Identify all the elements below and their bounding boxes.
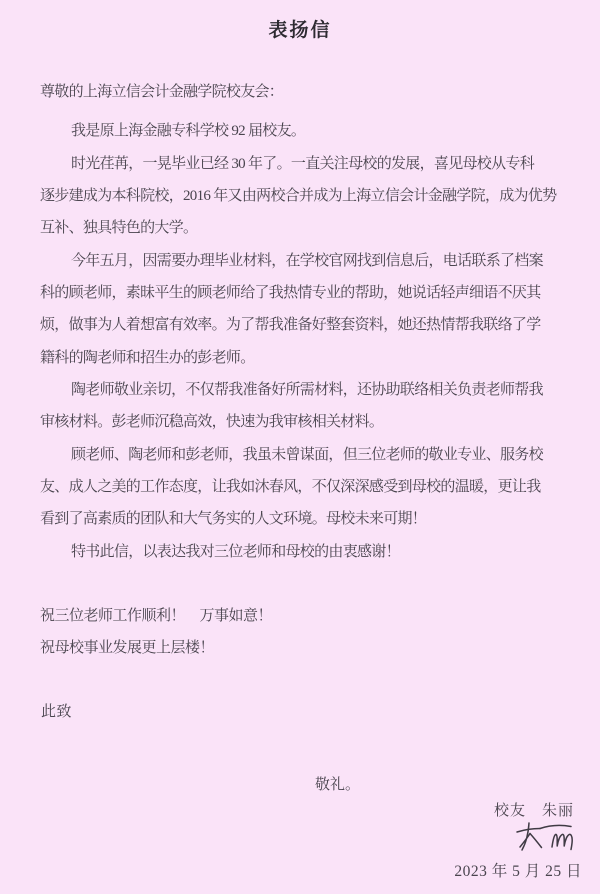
salutation-line: 尊敬的上海立信会计金融学院校友会： <box>40 84 284 100</box>
date-line: 2023 年 5 月 25 日 <box>454 863 582 880</box>
closing-cizhi: 此致 <box>41 704 73 720</box>
blessing-block <box>40 600 272 665</box>
blessing-line: 祝母校事业发展更上层楼！ <box>40 640 215 657</box>
letter-title: 表扬信 <box>268 20 332 41</box>
body-line: 籍科的陶老师和招生办的彭老师。 <box>40 349 255 366</box>
body-line: 互补、独具特色的大学。 <box>40 220 198 237</box>
blessing-line: 祝三位老师工作顺利！ 万事如意！ <box>40 608 273 624</box>
handwritten-signature <box>514 819 580 855</box>
body-line: 陶老师敬业亲切，不仅帮我准备好所需材料，还协助联络相关负责老师帮我 <box>71 382 543 399</box>
body-line: 逐步建成为本科院校，2016 年又由两校合并成为上海立信会计金融学院，成为优势 <box>40 188 557 205</box>
body-line: 科的顾老师，素昧平生的顾老师给了我热情专业的帮助，她说话轻声细语不厌其 <box>40 285 541 302</box>
closing-salute: 敬礼。 <box>315 777 361 793</box>
body-line: 烦，做事为人着想富有效率。为了帮我准备好整套资料，她还热情帮我联络了学 <box>40 317 541 334</box>
body-line: 友、成人之美的工作态度，让我如沐春风，不仅深深感受到母校的温暖，更让我 <box>40 479 541 496</box>
body-line: 看到了高素质的团队和大气务实的人文环境。母校未来可期！ <box>40 511 427 528</box>
body-line: 我是原上海金融专科学校 92 届校友。 <box>71 123 306 140</box>
letter-body <box>40 76 556 568</box>
body-line: 今年五月，因需要办理毕业材料，在学校官网找到信息后，电话联系了档案 <box>71 252 543 269</box>
body-line: 特书此信，以表达我对三位老师和母校的由衷感谢！ <box>71 543 400 560</box>
body-line: 顾老师、陶老师和彭老师，我虽未曾谋面，但三位老师的敬业专业、服务校 <box>71 446 543 463</box>
body-line: 时光荏苒，一晃毕业已经 30 年了。一直关注母校的发展，喜见母校从专科 <box>71 155 535 172</box>
signer-line: 校友 朱丽 <box>493 803 574 819</box>
body-line: 审核材料。彭老师沉稳高效，快速为我审核相关材料。 <box>40 414 384 431</box>
